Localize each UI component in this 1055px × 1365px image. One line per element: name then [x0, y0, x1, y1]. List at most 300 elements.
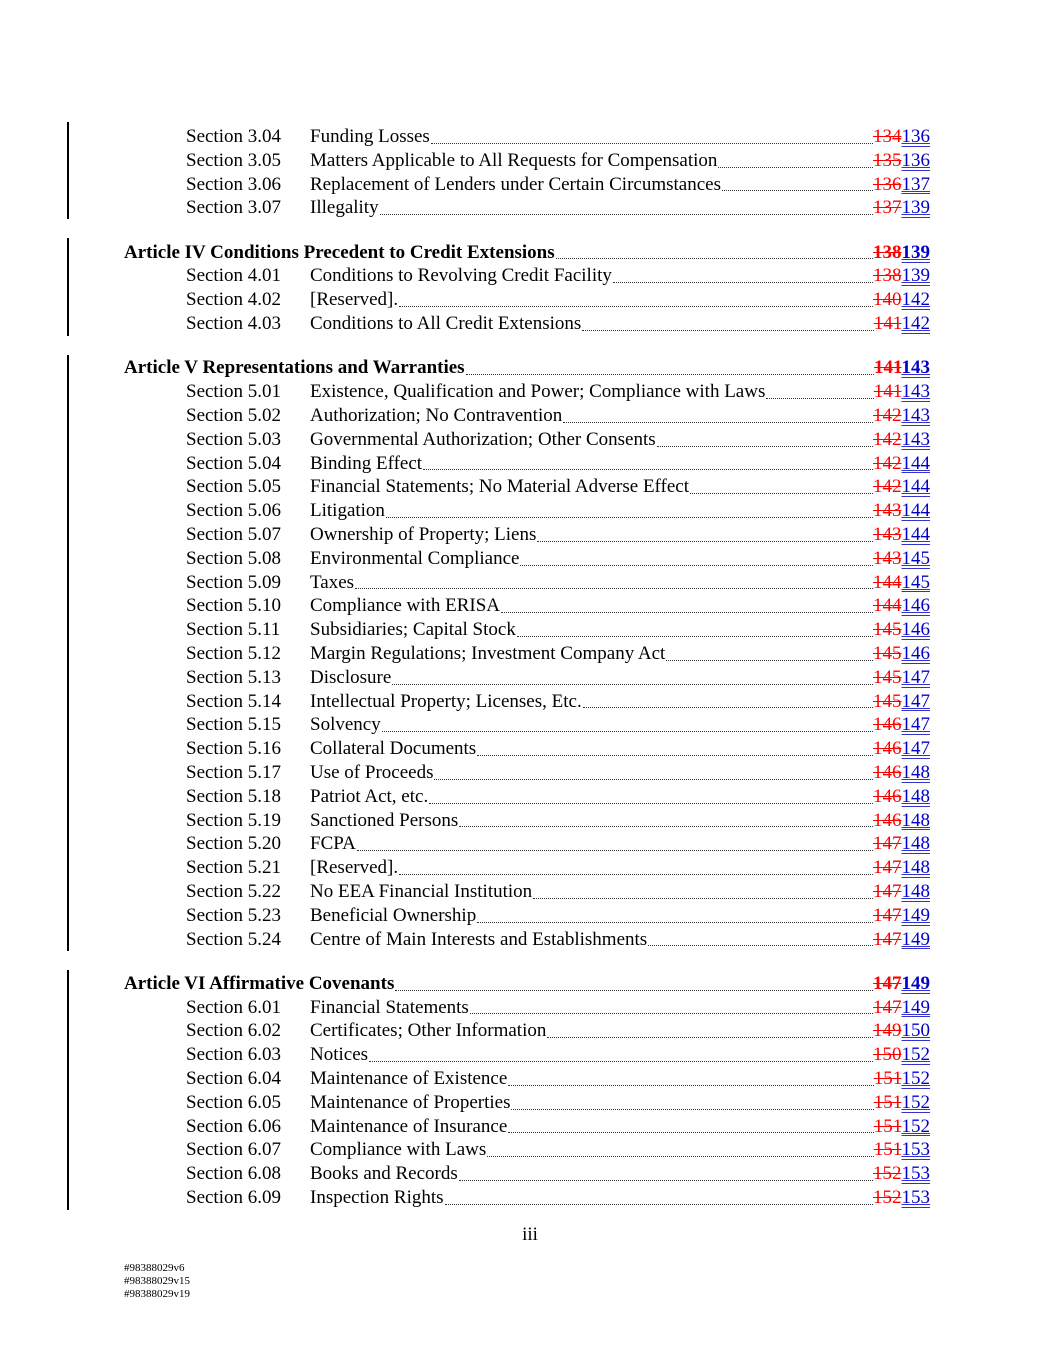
inserted-page-link[interactable]: 139 — [901, 241, 930, 263]
section-number: Section 5.14 — [186, 690, 281, 712]
deleted-page-number: 146 — [873, 809, 902, 831]
dot-leader — [466, 373, 874, 375]
deleted-page-number: 147 — [873, 928, 902, 950]
inserted-page-link[interactable]: 148 — [901, 761, 930, 783]
section-title: Taxes — [310, 571, 355, 593]
deleted-page-number: 141 — [874, 357, 902, 379]
deleted-page-number: 152 — [873, 1186, 902, 1208]
toc-section-entry[interactable] — [124, 785, 930, 809]
toc-section-entry[interactable] — [124, 380, 930, 404]
page-ref — [873, 452, 930, 476]
page-ref — [873, 547, 930, 571]
deleted-page-number: 145 — [873, 642, 902, 664]
dot-leader — [477, 921, 873, 923]
dot-leader — [431, 142, 873, 144]
inserted-page-link[interactable]: 146 — [901, 595, 930, 617]
dot-leader — [445, 1203, 873, 1205]
deleted-page-number: 147 — [873, 833, 902, 855]
toc-section-entry[interactable] — [124, 737, 930, 761]
page-ref — [874, 312, 930, 336]
change-bar — [67, 122, 69, 219]
deleted-page-number: 142 — [873, 452, 902, 474]
page-ref — [873, 972, 930, 996]
section-number: Section 5.24 — [186, 928, 281, 950]
inserted-page-link[interactable]: 146 — [901, 619, 930, 641]
section-title: Illegality — [310, 197, 379, 219]
deleted-page-number: 152 — [873, 1163, 902, 1185]
document-ids — [124, 1262, 190, 1301]
dot-leader — [470, 1012, 873, 1014]
inserted-page-link[interactable]: 136 — [901, 149, 930, 171]
section-title: [Reserved]. — [310, 857, 399, 879]
section-title: Conditions to All Credit Extensions — [310, 313, 582, 335]
section-number: Section 3.04 — [186, 126, 281, 147]
toc-section-entry[interactable] — [124, 499, 930, 523]
dot-leader — [766, 397, 873, 399]
page-ref — [873, 499, 930, 523]
page-ref — [874, 356, 930, 380]
section-number: Section 6.01 — [186, 996, 281, 1018]
page-ref — [873, 690, 930, 714]
page-ref — [873, 173, 930, 197]
page-ref — [873, 241, 930, 265]
section-number: Section 4.03 — [186, 313, 281, 335]
section-title: Ownership of Property; Liens — [310, 523, 537, 545]
inserted-page-link[interactable]: 152 — [901, 1115, 930, 1137]
toc-section-entry[interactable] — [124, 1043, 930, 1067]
section-title: [Reserved]. — [310, 289, 399, 311]
page-ref — [874, 380, 930, 404]
inserted-page-link[interactable]: 147 — [901, 714, 930, 736]
toc-section-entry[interactable] — [124, 1019, 930, 1043]
dot-leader — [487, 1155, 873, 1157]
deleted-page-number: 141 — [873, 381, 902, 403]
page-ref — [874, 1115, 930, 1139]
dot-leader — [399, 305, 873, 307]
dot-leader — [657, 445, 873, 447]
deleted-page-number: 138 — [873, 265, 902, 287]
page-ref — [873, 880, 930, 904]
inserted-page-link[interactable]: 142 — [901, 313, 930, 335]
section-number: Section 6.04 — [186, 1067, 281, 1089]
dot-leader — [533, 897, 873, 899]
toc-section-entry[interactable] — [124, 1162, 930, 1186]
inserted-page-link[interactable]: 136 — [901, 126, 930, 147]
toc-section-entry[interactable] — [124, 642, 930, 666]
toc-section-entry[interactable] — [124, 666, 930, 690]
deleted-page-number: 143 — [873, 523, 902, 545]
toc-section-entry[interactable] — [124, 288, 930, 312]
section-number: Section 5.11 — [186, 619, 281, 641]
toc-section-entry[interactable] — [124, 928, 930, 952]
toc-section-entry[interactable] — [124, 904, 930, 928]
dot-leader — [357, 849, 873, 851]
section-number: Section 6.09 — [186, 1186, 281, 1208]
toc-section-entry[interactable] — [124, 571, 930, 595]
inserted-page-link[interactable]: 149 — [901, 928, 930, 950]
toc-article-entry[interactable] — [124, 356, 930, 380]
section-number: Section 5.13 — [186, 666, 281, 688]
section-number: Section 5.10 — [186, 595, 281, 617]
section-number: Section 5.08 — [186, 547, 281, 569]
toc-section-entry[interactable] — [124, 1091, 930, 1115]
section-title: Patriot Act, etc. — [310, 785, 429, 807]
inserted-page-link[interactable]: 139 — [901, 197, 930, 219]
page-ref — [873, 571, 930, 595]
inserted-page-link[interactable]: 148 — [901, 857, 930, 879]
section-number: Section 5.06 — [186, 500, 281, 522]
section-title: Collateral Documents — [310, 738, 477, 760]
section-number: Section 5.09 — [186, 571, 281, 593]
section-title: Sanctioned Persons — [310, 809, 459, 831]
section-title: Beneficial Ownership — [310, 904, 477, 926]
toc-section-entry[interactable] — [124, 996, 930, 1020]
dot-leader — [583, 706, 873, 708]
section-number: Section 3.07 — [186, 197, 281, 219]
page-ref — [873, 832, 930, 856]
dot-leader — [392, 683, 873, 685]
dot-leader — [722, 189, 873, 191]
inserted-page-link[interactable]: 143 — [901, 404, 930, 426]
section-number: Section 5.12 — [186, 642, 281, 664]
section-title: Subsidiaries; Capital Stock — [310, 619, 516, 641]
article-title: Article IV Conditions Precedent to Credit Extensions — [124, 241, 555, 263]
section-title: Replacement of Lenders under Certain Circumstances — [310, 173, 721, 195]
section-number: Section 6.05 — [186, 1091, 281, 1113]
section-number: Section 3.06 — [186, 173, 281, 195]
inserted-page-link[interactable]: 149 — [901, 904, 930, 926]
inserted-page-link[interactable]: 144 — [901, 476, 930, 498]
section-title: Compliance with Laws — [310, 1139, 487, 1161]
section-title: Financial Statements; No Material Adverse Effect — [310, 476, 690, 498]
doc-id: #98388029v6 — [124, 1262, 185, 1274]
dot-leader — [520, 564, 873, 566]
section-number: Section 6.07 — [186, 1139, 281, 1161]
section-title: Disclosure — [310, 666, 392, 688]
dot-leader — [666, 659, 873, 661]
toc-section-entry[interactable] — [124, 690, 930, 714]
section-number: Section 5.21 — [186, 857, 281, 879]
section-title: Margin Regulations; Investment Company Act — [310, 642, 666, 664]
article-title: Article VI Affirmative Covenants — [124, 972, 395, 994]
inserted-page-link[interactable]: 144 — [901, 500, 930, 522]
dot-leader — [508, 1131, 873, 1133]
inserted-page-link[interactable]: 143 — [901, 381, 930, 403]
section-number: Section 5.03 — [186, 428, 281, 450]
change-bar — [67, 238, 69, 336]
deleted-page-number: 146 — [873, 714, 902, 736]
page-ref — [873, 1043, 930, 1067]
section-number: Section 5.20 — [186, 833, 281, 855]
deleted-page-number: 151 — [873, 1091, 902, 1113]
page-ref — [873, 196, 930, 220]
section-title: Binding Effect — [310, 452, 423, 474]
dot-leader — [369, 1060, 873, 1062]
toc-section-entry[interactable] — [124, 1186, 930, 1210]
dot-leader — [355, 587, 873, 589]
section-title: Existence, Qualification and Power; Compliance with Laws — [310, 381, 766, 403]
page-ref — [873, 264, 930, 288]
inserted-page-link[interactable]: 139 — [901, 265, 930, 287]
toc-section-entry[interactable] — [124, 856, 930, 880]
inserted-page-link[interactable]: 137 — [901, 173, 930, 195]
deleted-page-number: 142 — [873, 428, 902, 450]
page-ref — [873, 856, 930, 880]
inserted-page-link[interactable]: 144 — [901, 523, 930, 545]
dot-leader — [718, 166, 873, 168]
deleted-page-number: 146 — [873, 785, 902, 807]
inserted-page-link[interactable]: 145 — [901, 571, 930, 593]
dot-leader — [423, 468, 873, 470]
toc-section-entry[interactable] — [124, 264, 930, 288]
deleted-page-number: 143 — [873, 500, 902, 522]
deleted-page-number: 147 — [873, 972, 902, 994]
inserted-page-link[interactable]: 146 — [901, 642, 930, 664]
inserted-page-link[interactable]: 152 — [901, 1067, 930, 1089]
inserted-page-link[interactable]: 149 — [901, 972, 930, 994]
section-title: Matters Applicable to All Requests for Compensation — [310, 149, 718, 171]
deleted-page-number: 142 — [873, 476, 902, 498]
page-ref — [873, 428, 930, 452]
toc-section-entry[interactable] — [124, 880, 930, 904]
dot-leader — [386, 516, 873, 518]
page-ref — [873, 737, 930, 761]
inserted-page-link[interactable]: 148 — [901, 785, 930, 807]
section-title: Maintenance of Insurance — [310, 1115, 508, 1137]
toc-section-entry[interactable] — [124, 404, 930, 428]
inserted-page-link[interactable]: 153 — [901, 1163, 930, 1185]
page-ref — [873, 618, 930, 642]
dot-leader — [547, 1036, 873, 1038]
page-ref — [873, 666, 930, 690]
inserted-page-link[interactable]: 149 — [901, 996, 930, 1018]
spacer — [124, 220, 930, 241]
inserted-page-link[interactable]: 152 — [901, 1091, 930, 1113]
section-title: Solvency — [310, 714, 381, 736]
page-ref — [873, 642, 930, 666]
toc-section-entry[interactable] — [124, 312, 930, 336]
toc-section-entry[interactable] — [124, 1138, 930, 1162]
toc-section-entry[interactable] — [124, 761, 930, 785]
toc-section-entry[interactable] — [124, 523, 930, 547]
doc-id: #98388029v15 — [124, 1275, 190, 1287]
deleted-page-number: 145 — [873, 619, 902, 641]
page-ref — [873, 149, 930, 173]
page-ref — [873, 475, 930, 499]
spacer — [124, 336, 930, 357]
section-number: Section 5.18 — [186, 785, 281, 807]
deleted-page-number: 150 — [873, 1044, 902, 1066]
inserted-page-link[interactable]: 147 — [901, 738, 930, 760]
deleted-page-number: 151 — [873, 1115, 902, 1137]
toc-section-entry[interactable] — [124, 547, 930, 571]
dot-leader — [501, 611, 873, 613]
page-ref — [873, 809, 930, 833]
section-number: Section 5.23 — [186, 904, 281, 926]
dot-leader — [477, 754, 873, 756]
inserted-page-link[interactable]: 147 — [901, 666, 930, 688]
deleted-page-number: 143 — [873, 547, 902, 569]
section-number: Section 5.16 — [186, 738, 281, 760]
section-title: Maintenance of Existence — [310, 1067, 508, 1089]
dot-leader — [582, 329, 873, 331]
page-ref — [873, 1186, 930, 1210]
page-ref — [873, 523, 930, 547]
dot-leader — [459, 825, 873, 827]
inserted-page-link[interactable]: 153 — [901, 1139, 930, 1161]
deleted-page-number: 144 — [873, 595, 902, 617]
deleted-page-number: 141 — [873, 313, 902, 335]
deleted-page-number: 140 — [873, 289, 902, 311]
inserted-page-link[interactable]: 145 — [901, 547, 930, 569]
dot-leader — [556, 257, 873, 259]
deleted-page-number: 134 — [873, 126, 902, 147]
toc-section-entry[interactable] — [124, 1115, 930, 1139]
section-number: Section 6.03 — [186, 1044, 281, 1066]
deleted-page-number: 145 — [873, 666, 902, 688]
deleted-page-number: 138 — [873, 241, 902, 263]
toc-section-entry[interactable] — [124, 173, 930, 197]
toc-section-entry[interactable] — [124, 1067, 930, 1091]
deleted-page-number: 147 — [873, 904, 902, 926]
section-title: Environmental Compliance — [310, 547, 520, 569]
dot-leader — [429, 802, 873, 804]
deleted-page-number: 144 — [873, 571, 902, 593]
toc-section-entry[interactable] — [124, 149, 930, 173]
section-number: Section 6.08 — [186, 1163, 281, 1185]
inserted-page-link[interactable]: 150 — [901, 1020, 930, 1042]
section-number: Section 5.04 — [186, 452, 281, 474]
inserted-page-link[interactable]: 142 — [901, 289, 930, 311]
section-number: Section 6.06 — [186, 1115, 281, 1137]
dot-leader — [511, 1108, 873, 1110]
dot-leader — [613, 281, 873, 283]
toc-section-entry[interactable] — [124, 713, 930, 737]
article-title: Article V Representations and Warranties — [124, 357, 465, 379]
inserted-page-link[interactable]: 143 — [901, 428, 930, 450]
inserted-page-link[interactable]: 153 — [901, 1186, 930, 1208]
deleted-page-number: 147 — [873, 996, 902, 1018]
page-ref — [873, 1162, 930, 1186]
deleted-page-number: 151 — [873, 1139, 902, 1161]
section-number: Section 4.02 — [186, 289, 281, 311]
dot-leader — [508, 1084, 873, 1086]
dot-leader — [395, 989, 873, 991]
inserted-page-link[interactable]: 147 — [901, 690, 930, 712]
dot-leader — [648, 944, 873, 946]
deleted-page-number: 135 — [873, 149, 902, 171]
page-ref — [873, 1019, 930, 1043]
inserted-page-link[interactable]: 148 — [901, 880, 930, 902]
inserted-page-link[interactable]: 148 — [901, 809, 930, 831]
table-of-contents — [124, 125, 930, 1210]
dot-leader — [690, 492, 873, 494]
page-ref — [874, 1138, 930, 1162]
section-title: Use of Proceeds — [310, 761, 434, 783]
dot-leader — [537, 540, 873, 542]
deleted-page-number: 136 — [873, 173, 902, 195]
section-number: Section 5.15 — [186, 714, 281, 736]
deleted-page-number: 147 — [873, 857, 902, 879]
page-number: iii — [522, 1224, 538, 1245]
deleted-page-number: 146 — [873, 761, 902, 783]
toc-section-entry[interactable] — [124, 618, 930, 642]
section-number: Section 6.02 — [186, 1020, 281, 1042]
deleted-page-number: 142 — [873, 404, 902, 426]
page-ref — [873, 404, 930, 428]
section-number: Section 3.05 — [186, 149, 281, 171]
section-number: Section 5.02 — [186, 404, 281, 426]
section-number: Section 5.19 — [186, 809, 281, 831]
section-title: No EEA Financial Institution — [310, 880, 533, 902]
section-title: Authorization; No Contravention — [310, 404, 563, 426]
page-ref — [874, 1067, 930, 1091]
inserted-page-link[interactable]: 144 — [901, 452, 930, 474]
toc-section-entry[interactable] — [124, 832, 930, 856]
section-title: Inspection Rights — [310, 1186, 444, 1208]
dot-leader — [434, 778, 873, 780]
deleted-page-number: 151 — [873, 1067, 902, 1089]
deleted-page-number: 145 — [873, 690, 902, 712]
inserted-page-link[interactable]: 143 — [901, 357, 930, 379]
toc-section-entry[interactable] — [124, 428, 930, 452]
page-ref — [873, 904, 930, 928]
toc-section-entry[interactable] — [124, 594, 930, 618]
section-title: Litigation — [310, 500, 385, 522]
section-number: Section 5.01 — [186, 381, 281, 403]
section-number: Section 4.01 — [186, 265, 281, 287]
dot-leader — [382, 730, 873, 732]
dot-leader — [517, 635, 873, 637]
section-title: Certificates; Other Information — [310, 1020, 547, 1042]
page-ref — [873, 713, 930, 737]
toc-section-entry[interactable] — [124, 809, 930, 833]
page-ref — [874, 1091, 930, 1115]
toc-article-entry[interactable] — [124, 972, 930, 996]
toc-section-entry[interactable] — [124, 125, 930, 149]
section-title: Centre of Main Interests and Establishments — [310, 928, 648, 950]
page-ref — [873, 928, 930, 952]
change-bar — [67, 355, 69, 951]
section-title: Funding Losses — [310, 126, 430, 147]
section-number: Section 5.07 — [186, 523, 281, 545]
section-title: Books and Records — [310, 1163, 458, 1185]
dot-leader — [380, 213, 873, 215]
change-bar — [67, 970, 69, 1210]
section-title: Notices — [310, 1044, 369, 1066]
toc-section-entry[interactable] — [124, 475, 930, 499]
deleted-page-number: 147 — [873, 880, 902, 902]
page-ref — [873, 125, 930, 149]
toc-section-entry[interactable] — [124, 196, 930, 220]
deleted-page-number: 137 — [873, 197, 902, 219]
toc-article-entry[interactable] — [124, 241, 930, 265]
doc-id: #98388029v19 — [124, 1288, 190, 1300]
deleted-page-number: 149 — [873, 1020, 902, 1042]
section-title: Compliance with ERISA — [310, 595, 500, 617]
section-number: Section 5.17 — [186, 761, 281, 783]
section-title: Intellectual Property; Licenses, Etc. — [310, 690, 582, 712]
toc-section-entry[interactable] — [124, 452, 930, 476]
inserted-page-link[interactable]: 152 — [901, 1044, 930, 1066]
section-title: Financial Statements — [310, 996, 469, 1018]
page-ref — [873, 594, 930, 618]
inserted-page-link[interactable]: 148 — [901, 833, 930, 855]
section-number: Section 5.22 — [186, 880, 281, 902]
page-ref — [873, 288, 930, 312]
dot-leader — [563, 421, 873, 423]
section-title: FCPA — [310, 833, 356, 855]
